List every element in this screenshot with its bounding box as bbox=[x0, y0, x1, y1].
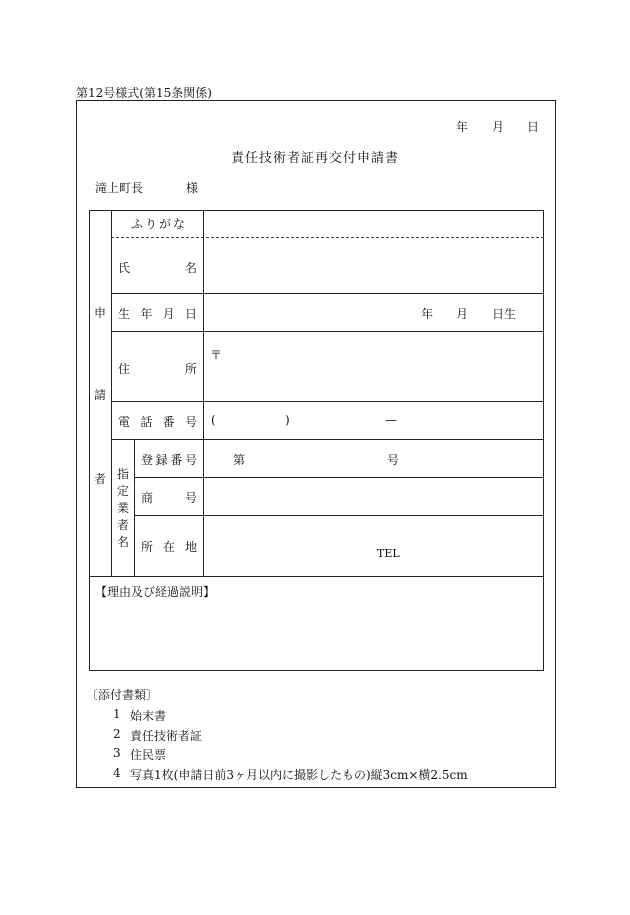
form-number: 第12号様式(第15条関係) bbox=[76, 86, 212, 100]
date-month: 月 bbox=[492, 120, 505, 134]
attachment-num: 2 bbox=[113, 727, 121, 741]
date-day: 日 bbox=[527, 120, 540, 134]
address-label: 住 所 bbox=[118, 362, 197, 376]
postal-mark: 〒 bbox=[210, 348, 223, 362]
attachment-num: 3 bbox=[113, 746, 121, 760]
birthdate-month: 月 bbox=[456, 307, 469, 321]
registration-label: 登 録 番 号 bbox=[141, 453, 197, 467]
addressee-honorific: 様 bbox=[186, 181, 199, 195]
phone-dash: — bbox=[385, 413, 397, 427]
birthdate-label: 生 年 月 日 bbox=[118, 307, 197, 321]
applicant-label-3: 者 bbox=[94, 472, 107, 486]
tel-label: TEL bbox=[377, 547, 400, 560]
trade-name-label: 商 号 bbox=[141, 491, 197, 505]
attachment-text: 住民票 bbox=[130, 748, 167, 762]
attachment-text: 責任技術者証 bbox=[130, 729, 203, 743]
registration-prefix: 第 bbox=[233, 453, 246, 467]
applicant-label-1: 申 bbox=[94, 306, 107, 320]
reason-heading: 【理由及び経過説明】 bbox=[95, 585, 216, 599]
form-title: 責任技術者証再交付申請書 bbox=[230, 151, 399, 166]
furigana-label: ふりがな bbox=[131, 217, 188, 231]
applicant-table bbox=[89, 210, 544, 671]
date-year: 年 bbox=[456, 120, 469, 134]
attachments-heading: 〔添付書類〕 bbox=[86, 688, 159, 702]
attachment-num: 4 bbox=[113, 766, 121, 780]
birthdate-year: 年 bbox=[421, 307, 434, 321]
attachment-num: 1 bbox=[113, 707, 121, 721]
attachment-text: 始末書 bbox=[130, 709, 167, 723]
registration-suffix: 号 bbox=[387, 453, 400, 467]
phone-label: 電 話 番 号 bbox=[118, 415, 197, 429]
attachment-text: 写真1枚(申請日前3ヶ月以内に撮影したもの)縦3cm×横2.5cm bbox=[130, 768, 468, 782]
birthdate-day: 日生 bbox=[492, 307, 517, 321]
designated-label: 指 定 業 者 名 bbox=[116, 467, 129, 549]
phone-close-paren: ) bbox=[285, 413, 290, 427]
addressee-name: 滝上町長 bbox=[95, 181, 144, 195]
location-label: 所 在 地 bbox=[141, 540, 197, 554]
name-label: 氏 名 bbox=[118, 261, 197, 275]
phone-open-paren: ( bbox=[211, 413, 216, 427]
applicant-label-2: 請 bbox=[94, 388, 107, 402]
